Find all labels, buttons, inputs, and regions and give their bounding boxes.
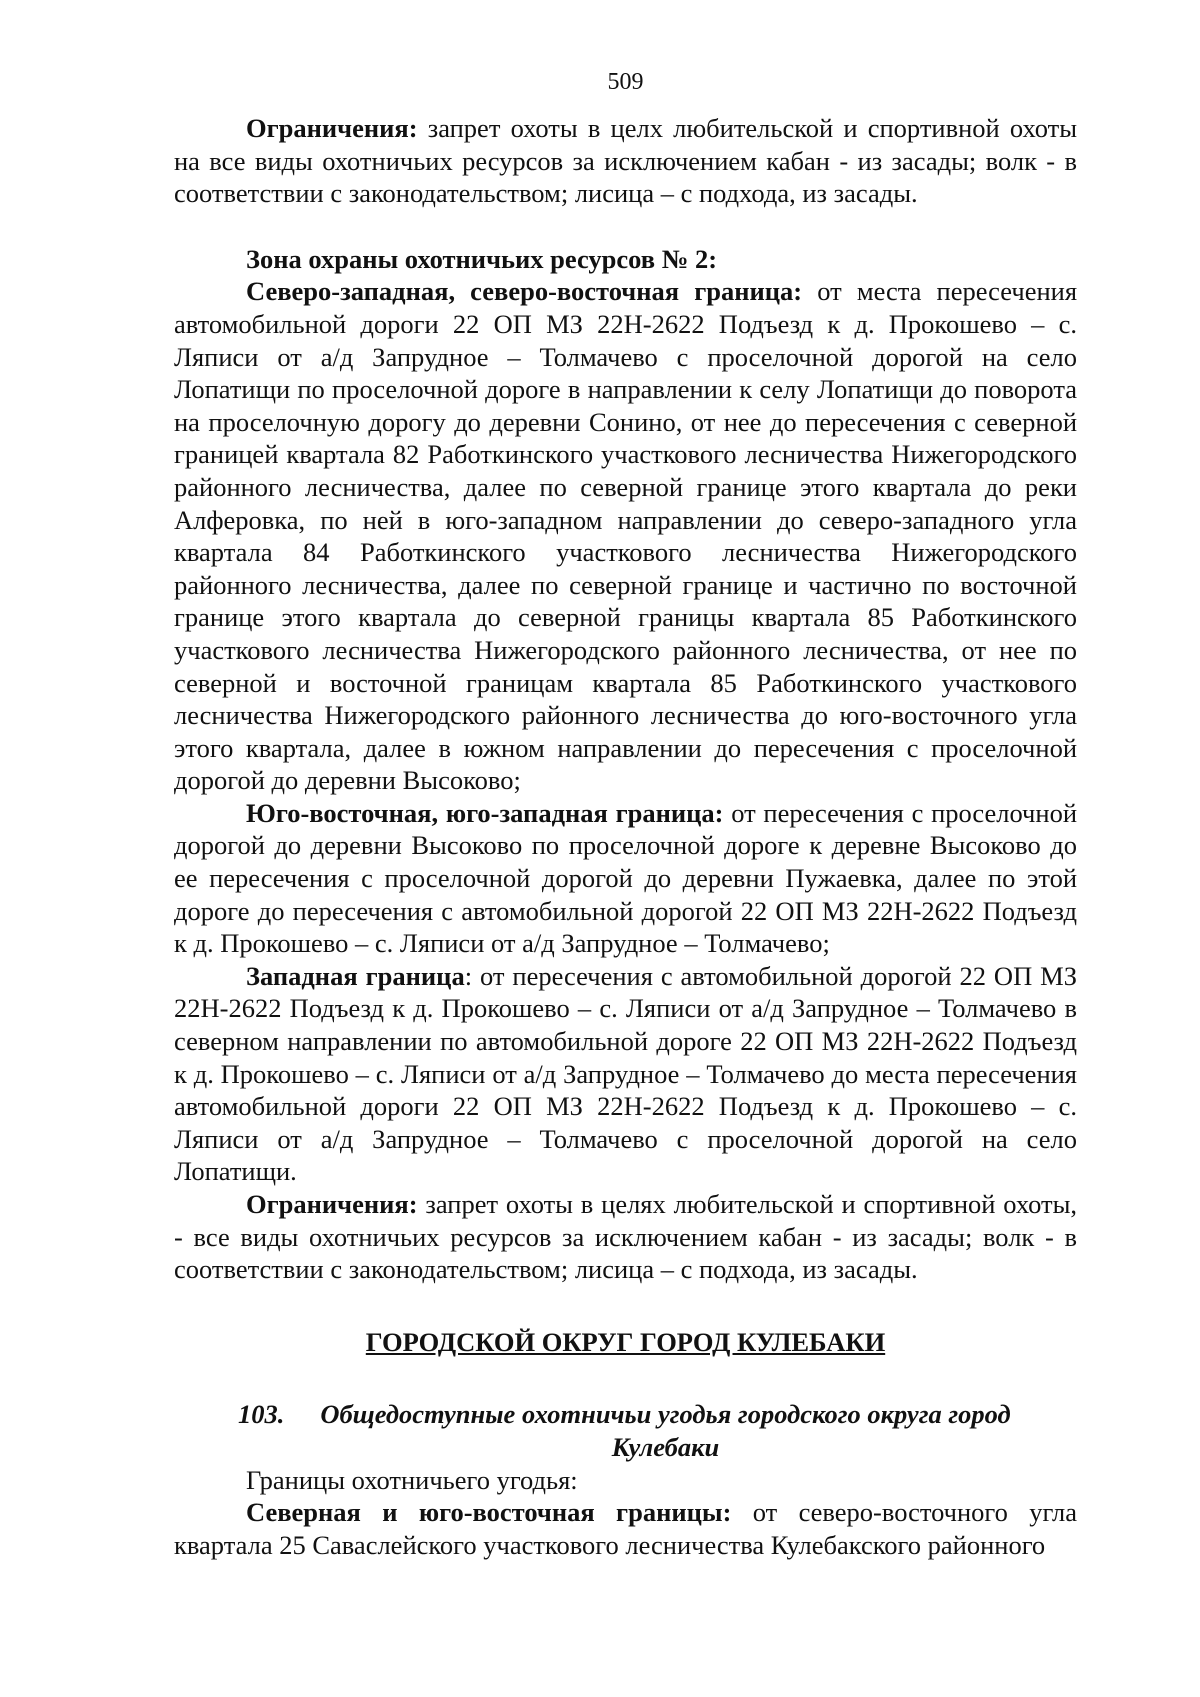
- spacer: [174, 210, 1077, 243]
- restrictions-label: Ограничения:: [246, 113, 418, 143]
- north-boundary-paragraph: [174, 1496, 1077, 1561]
- restrictions-text: запрет охоты в целях любительской и спортивной охоты, - все виды охотничьих ресурсов за исключением кабан - из засады; волк - в соответствии с законодательством; лисица – с подхода, из засады.: [174, 1189, 1077, 1285]
- restrictions-paragraph-1: [174, 112, 1077, 210]
- w-boundary-label: Западная граница: [246, 960, 465, 991]
- restrictions-label: Ограничения:: [246, 1189, 418, 1219]
- page-number: 509: [607, 69, 644, 95]
- w-boundary-text: : от пересечения с автомобильной дорогой 22 ОП МЗ 22Н-2622 Подъезд к д. Прокошево – с. Ляписи от а/д Запрудное – Толмачево в северном направлении по автомобильной дороге 22 ОП МЗ 22Н-2622 Подъезд к д. Прокошево – с. Ляписи от а/д Запрудное – Толмачево до места пересечения автомобильной дороги 22 ОП МЗ 22Н-2622 Подъезд к д. Прокошево – с. Ляписи от а/д Запрудное – Толмачево с проселочной дорогой на село Лопатищи.: [174, 960, 1077, 1187]
- se-boundary-paragraph: [174, 797, 1077, 960]
- item-heading: [174, 1398, 1077, 1463]
- nw-boundary-label: Северо-западная, северо-восточная граница:: [246, 276, 803, 307]
- spacer: [174, 1358, 1077, 1398]
- se-boundary-text: от пересечения с проселочной дорогой до деревни Высоково по проселочной дороге к деревне Высоково до ее пересечения с проселочной дорогой до деревни Пужаевка, далее по этой дороге до пересечения с автомобильной дорогой 22 ОП МЗ 22Н-2622 Подъезд к д. Прокошево – с. Ляписи от а/д Запрудное – Толмачево;: [174, 797, 1077, 959]
- item-title: Общедоступные охотничьи угодья городского округа город Кулебаки: [320, 1399, 1011, 1462]
- zone-heading: [174, 243, 1077, 276]
- boundaries-intro: Границы охотничьего угодья:: [246, 1464, 578, 1495]
- w-boundary-paragraph: [174, 960, 1077, 1188]
- north-boundary-label: Северная и юго-восточная границы:: [246, 1497, 732, 1528]
- restrictions-paragraph-2: [174, 1188, 1077, 1286]
- restrictions-text: запрет охоты в целх любительской и спортивной охоты на все виды охотничьих ресурсов за исключением кабан - из засады; волк - в соответствии с законодательством; лисица – с подхода, из засады.: [174, 113, 1077, 209]
- spacer: [174, 1286, 1077, 1326]
- nw-boundary-paragraph: [174, 275, 1077, 797]
- zone-heading-text: Зона охраны охотничьих ресурсов № 2:: [246, 243, 718, 274]
- north-boundary-text: от северо-восточного угла квартала 25 Саваслейского участкового лесничества Кулебакского районного: [174, 1497, 1077, 1560]
- section-title: ГОРОДСКОЙ ОКРУГ ГОРОД КУЛЕБАКИ: [365, 1326, 886, 1357]
- item-number: 103.: [238, 1399, 285, 1430]
- se-boundary-label: Юго-восточная, юго-западная граница:: [246, 797, 724, 828]
- nw-boundary-text: от места пересечения автомобильной дороги 22 ОП МЗ 22Н-2622 Подъезд к д. Прокошево – с. Ляписи от а/д Запрудное – Толмачево с проселочной дорогой на село Лопатищи по проселочной дороге в направлении к селу Лопатищи до поворота на проселочную дорогу до деревни Сонино, от нее до пересечения с северной границей квартала 82 Работкинского участкового лесничества Нижегородского районного лесничества, далее по северной границе этого квартала до реки Алферовка, по ней в юго-западном направлении до северо-западного угла квартала 84 Работкинского участкового лесничества Нижегородского районного лесничества, далее по северной границе и частично по восточной границе этого квартала до северной границы квартала 85 Работкинского участкового лесничества Нижегородского районного лесничества, от нее по северной и восточной границам квартала 85 Работкинского участкового лесничества Нижегородского районного лесничества до юго-восточного угла этого квартала, далее в южном направлении до пересечения с проселочной дорогой до деревни Высоково;: [174, 276, 1078, 796]
